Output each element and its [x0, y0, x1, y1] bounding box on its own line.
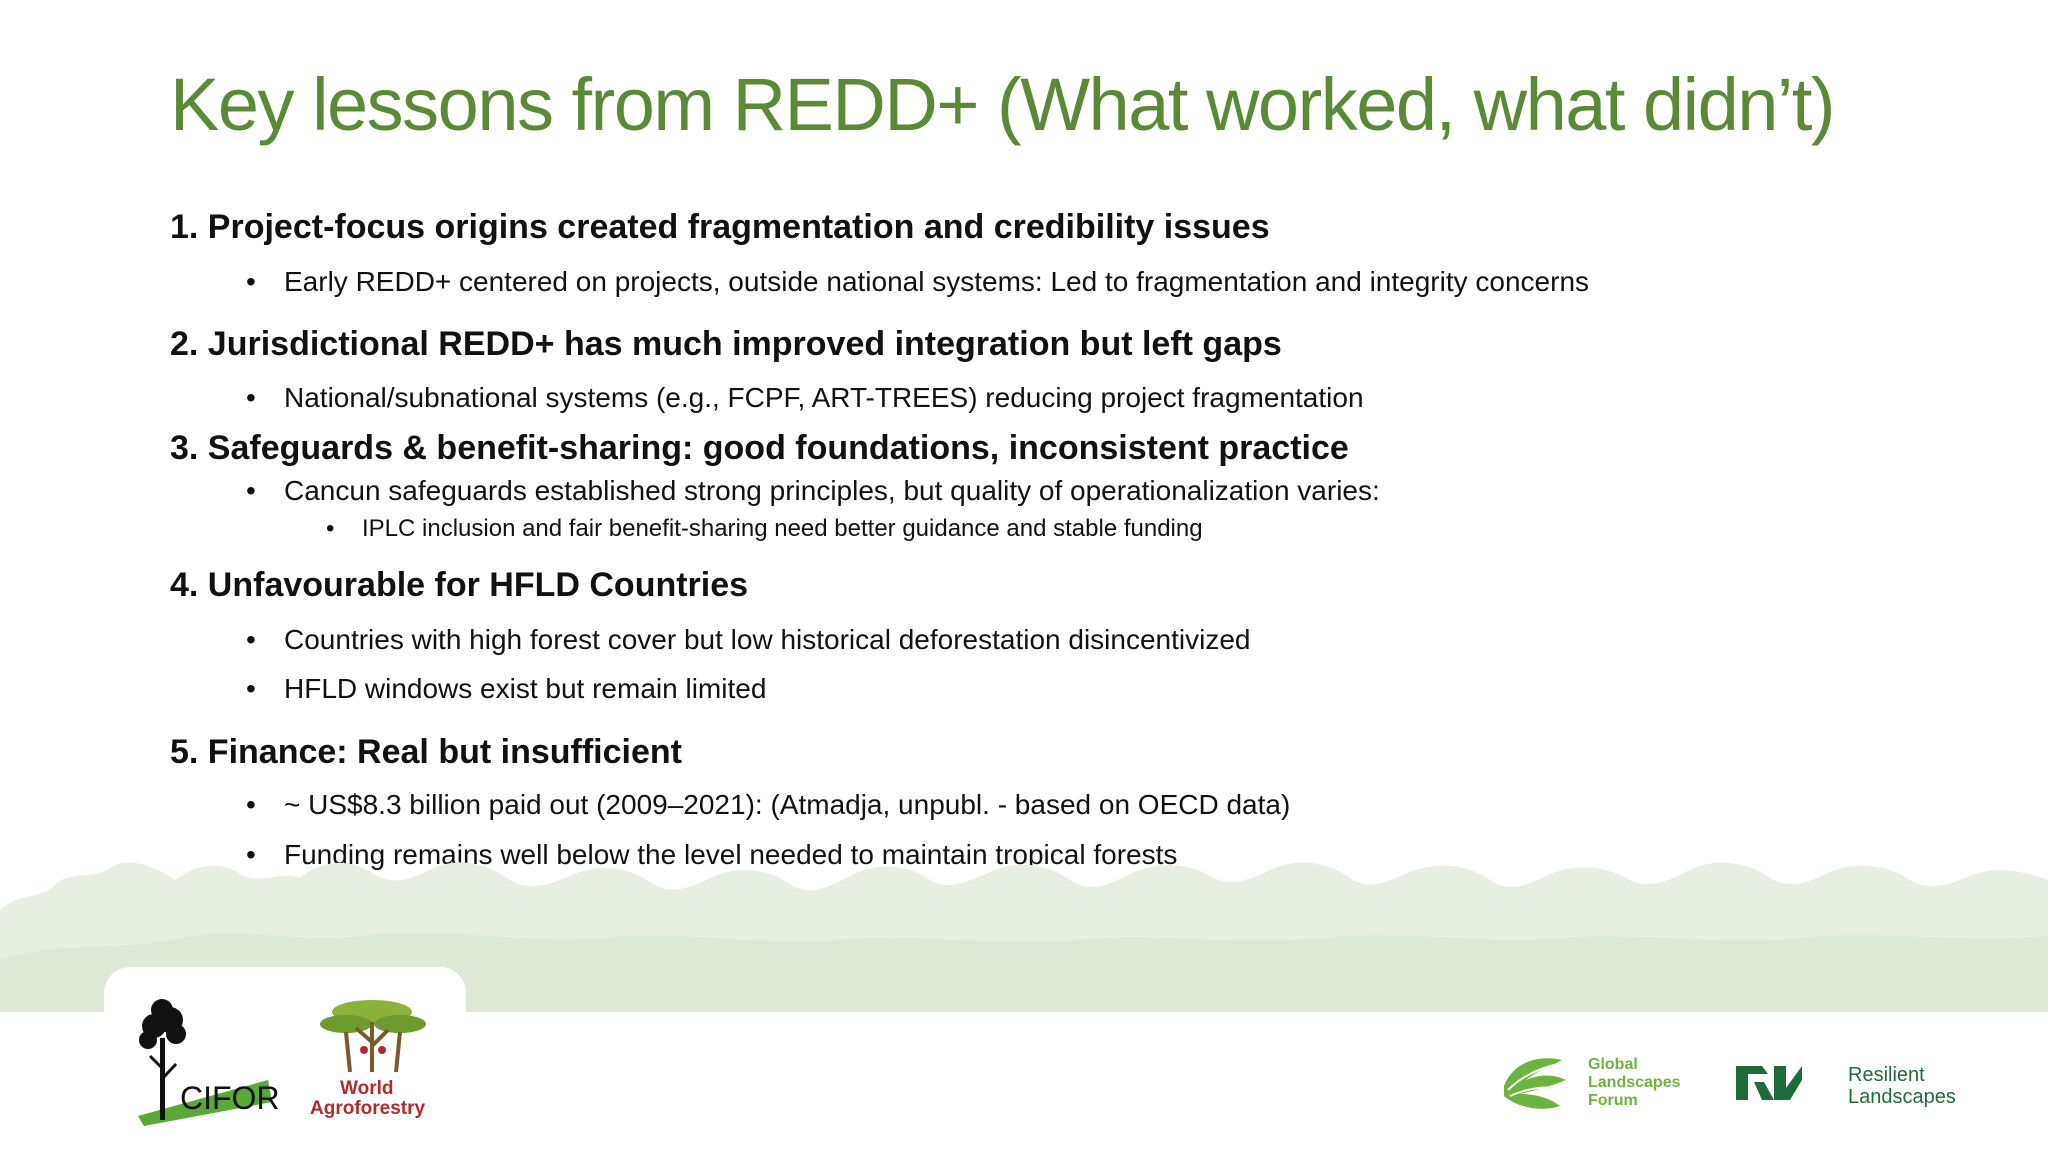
rl-text-1: Resilient: [1848, 1064, 1925, 1086]
resilient-landscapes-logo: [1734, 1060, 1974, 1116]
agroforestry-text-2: Agroforestry: [310, 1098, 426, 1119]
global-landscapes-forum-logo: [1496, 1046, 1696, 1122]
bullet-dot: •: [246, 839, 256, 870]
bullet-dot: •: [246, 266, 256, 297]
leaf-globe-icon: [1496, 1046, 1572, 1122]
glf-text-1: Global: [1588, 1056, 1638, 1073]
world-agroforestry-logo: [308, 996, 438, 1122]
subbullet-text: IPLC inclusion and fair benefit-sharing need better guidance and stable funding: [362, 515, 1203, 542]
bullet-dot: •: [246, 382, 256, 413]
bullet-text: Early REDD+ centered on projects, outside national systems: Led to fragmentation and integrity concerns: [284, 266, 1590, 297]
bullet-text: HFLD windows exist but remain limited: [284, 673, 767, 704]
section-heading-4: 4. Unfavourable for HFLD Countries: [170, 566, 749, 604]
slide-title: Key lessons from REDD+ (What worked, what didn’t): [170, 63, 1835, 146]
section-heading-2: 2. Jurisdictional REDD+ has much improved integration but left gaps: [170, 325, 1282, 363]
section-heading-5: 5. Finance: Real but insufficient: [170, 733, 682, 771]
bullet-text: Funding remains well below the level needed to maintain tropical forests: [284, 839, 1178, 870]
bullet-dot: •: [246, 624, 256, 655]
subbullet-dot: •: [326, 515, 335, 542]
bullet-dot: •: [246, 789, 256, 820]
cifor-logo-text: CIFOR: [180, 1080, 280, 1116]
bullet-dot: •: [246, 475, 256, 506]
rl-text-2: Landscapes: [1848, 1086, 1956, 1108]
acacia-trees-icon: [308, 996, 438, 1078]
bullet-text: National/subnational systems (e.g., FCPF, ART-TREES) reducing project fragmentation: [284, 382, 1364, 413]
glf-text-2: Landscapes: [1588, 1074, 1681, 1091]
section-heading-3: 3. Safeguards & benefit-sharing: good foundations, inconsistent practice: [170, 429, 1349, 467]
bullet-text: ~ US$8.3 billion paid out (2009–2021): (Atmadja, unpubl. - based on OECD data): [284, 789, 1291, 820]
bullet-dot: •: [246, 673, 256, 704]
section-heading-1: 1. Project-focus origins created fragmentation and credibility issues: [170, 208, 1270, 246]
bullet-text: Countries with high forest cover but low historical deforestation disincentivized: [284, 624, 1251, 655]
agroforestry-text-1: World: [340, 1078, 394, 1099]
rl-monogram-icon: [1734, 1060, 1804, 1104]
bullet-text: Cancun safeguards established strong principles, but quality of operationalization varies:: [284, 475, 1380, 506]
glf-text-3: Forum: [1588, 1092, 1638, 1109]
cifor-logo: [132, 998, 282, 1128]
